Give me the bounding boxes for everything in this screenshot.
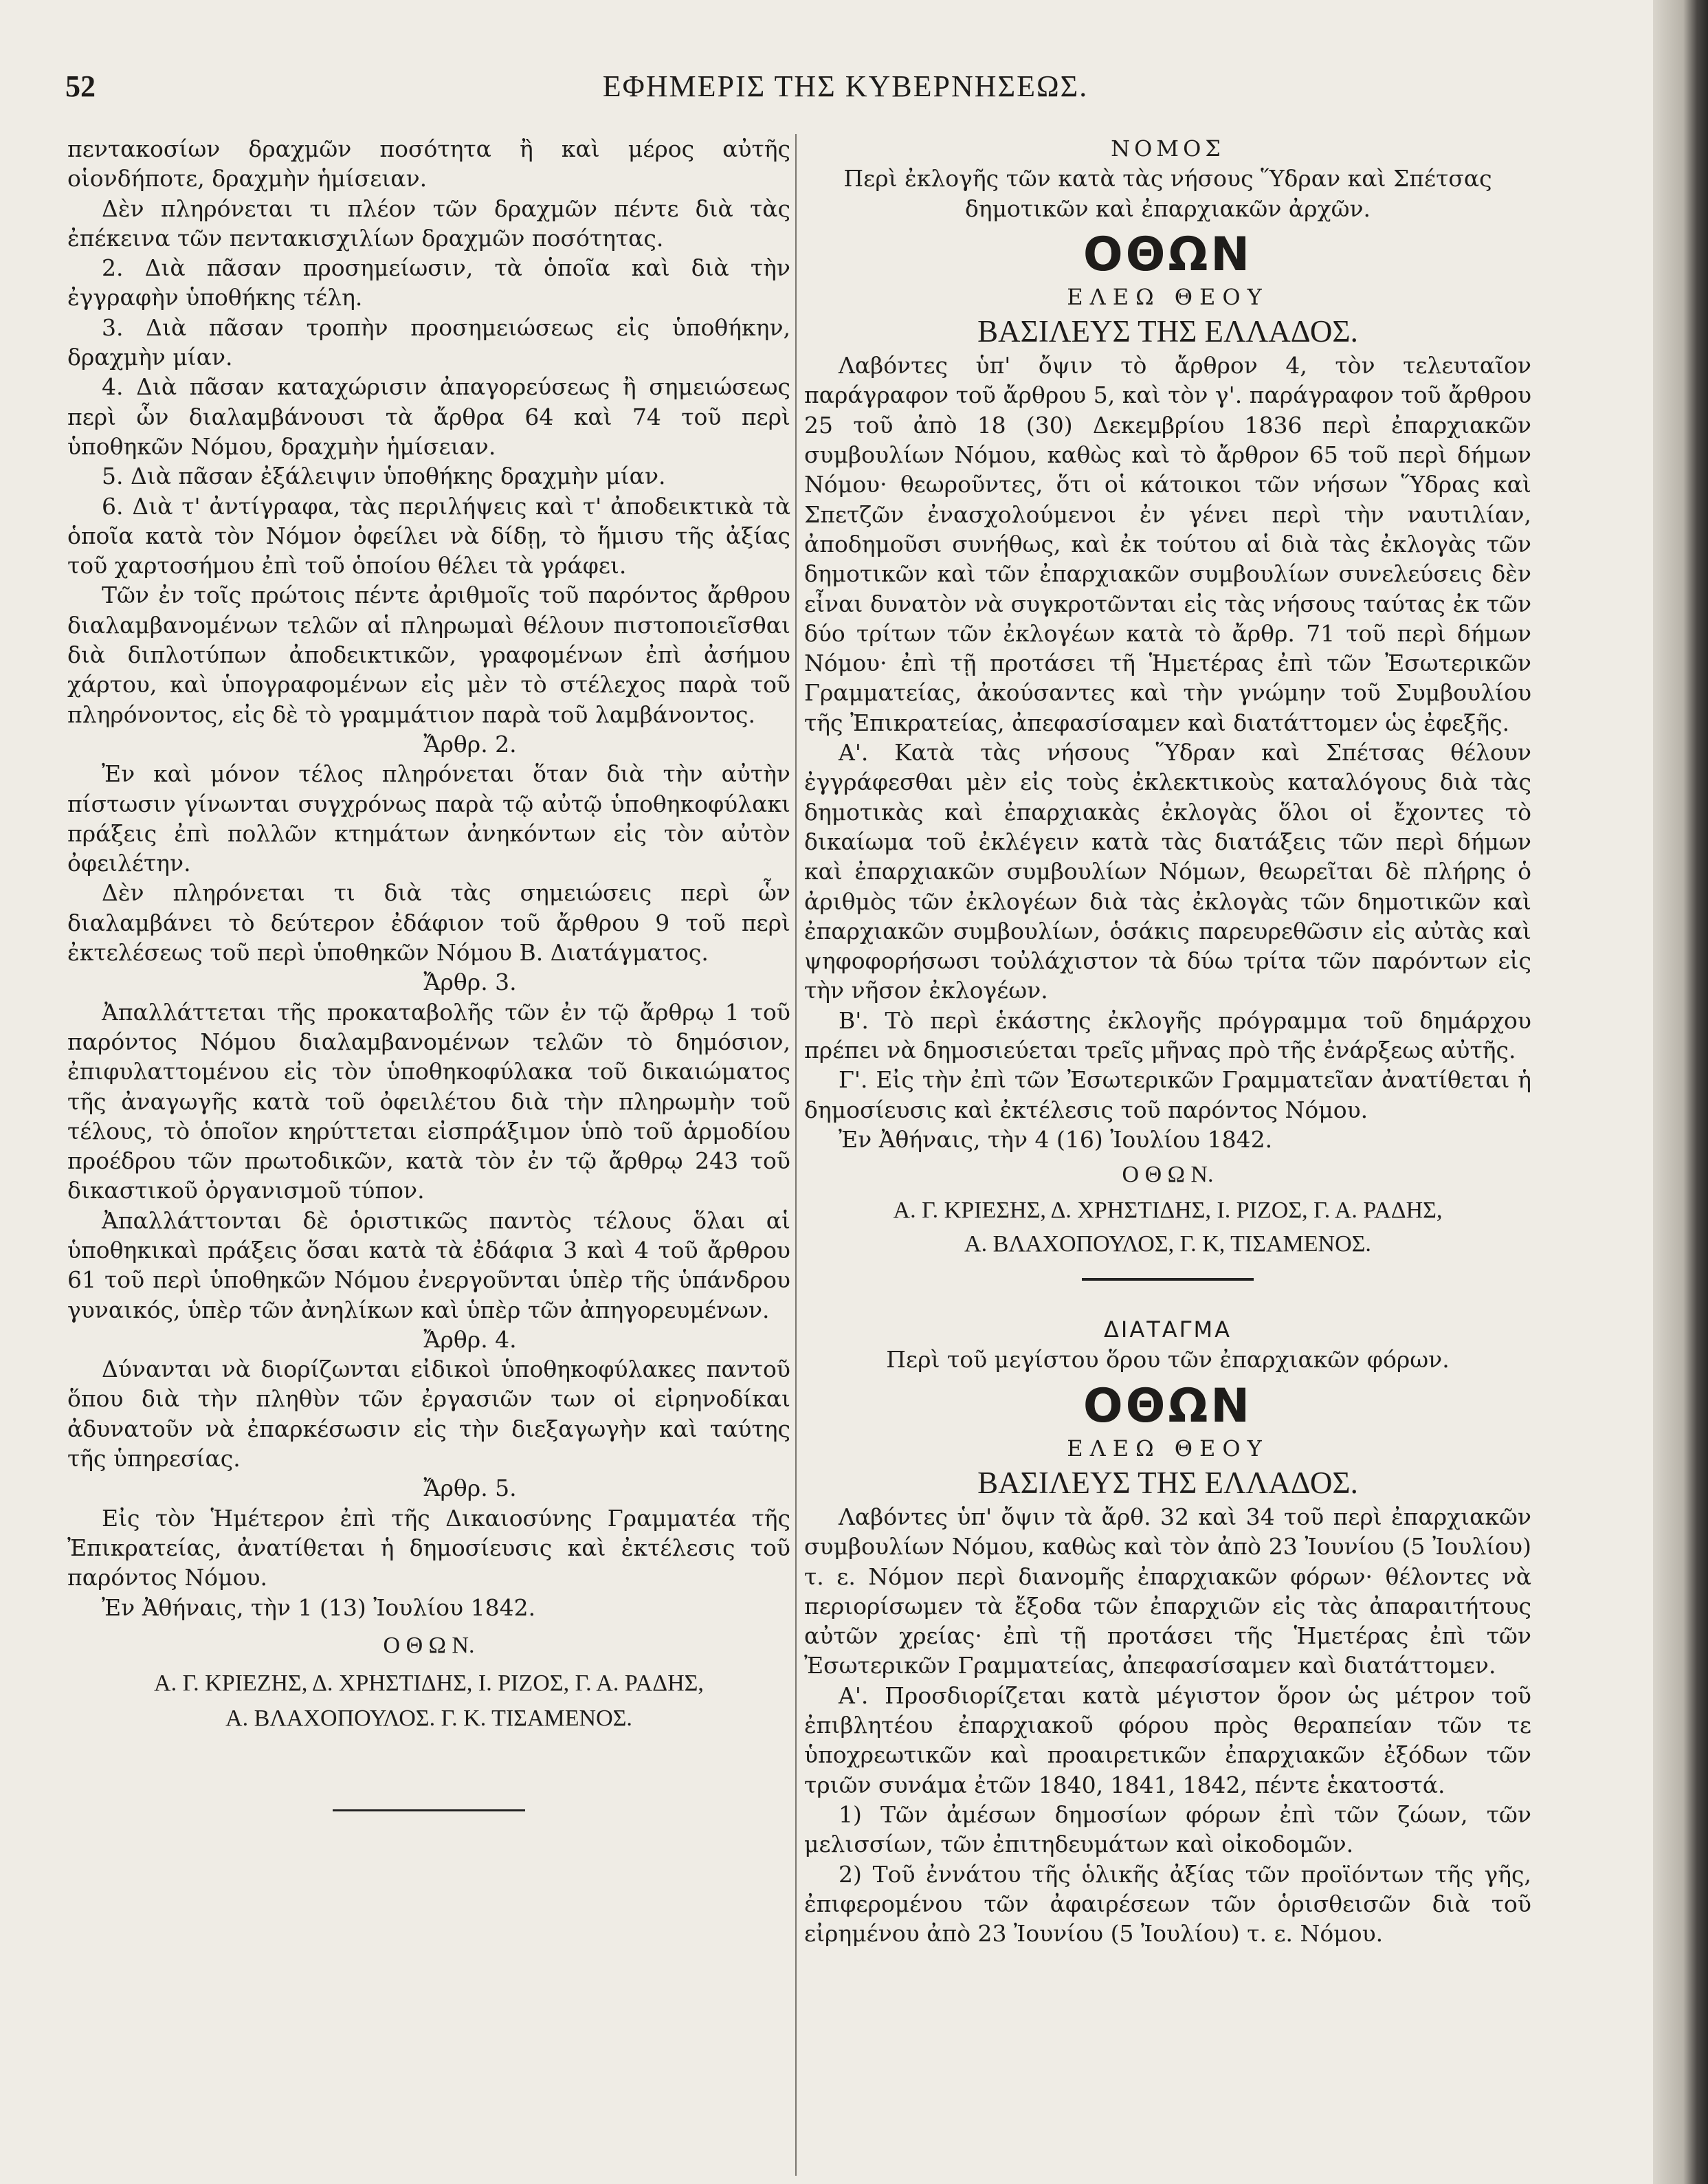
paragraph: 6. Διὰ τ' ἀντίγραφα, τὰς περιλήψεις καὶ τ' ἀποδεικτικὰ τὰ ὁποῖα κατὰ τὸν Νόμον ὀφείλει νὰ δίδῃ, τὸ ἥμισυ τῆς ἀξίας τοῦ χαρτοσήμου ἐπὶ τοῦ ὁποίου θέλει τὰ γράφει.	[67, 492, 790, 580]
ministers-signatures: Α. ΒΛΑΧΟΠΟΥΛΟΣ, Γ. Κ, ΤΙΣΑΜΕΝΟΣ.	[964, 1231, 1371, 1257]
page-number: 52	[65, 69, 96, 103]
right-column	[804, 134, 1531, 2184]
paragraph: Εἰς τὸν Ἡμέτερον ἐπὶ τῆς Δικαιοσύνης Γραμματέα τῆς Ἐπικρατείας, ἀνατίθεται ἡ δημοσίευσις καὶ ἐκτέλεσις τοῦ παρόντος Νόμου.	[67, 1504, 790, 1591]
king-title: ΒΑΣΙΛΕΥΣ ΤΗΣ ΕΛΛΑΔΟΣ.	[977, 314, 1358, 349]
paragraph: Ἐν καὶ μόνον τέλος πληρόνεται ὅταν διὰ τὴν αὐτὴν πίστωσιν γίνωνται συγχρόνως παρὰ τῷ αὐτῷ ὑποθηκοφύλακι πράξεις ἐπὶ πολλῶν κτημάτων ἀνηκόντων εἰς τὸν αὐτὸν ὀφειλέτην.	[67, 760, 790, 877]
article-heading: Ἄρθρ. 4.	[423, 1325, 517, 1353]
paragraph: Ἀπαλλάττονται δὲ ὁριστικῶς παντὸς τέλους ὅλαι αἱ ὑποθηκικαὶ πράξεις ὅσαι κατὰ τὰ ἐδάφια 3 καὶ 4 τοῦ ἄρθρου 61 τοῦ περὶ ὑποθηκῶν Νόμου ἐνεργοῦνται ὑπὲρ τῆς ὑπάνδρου γυναικός, ὑπὲρ τῶν ἀνηλίκων καὶ ὑπὲρ τῶν ἀπηγορευμένων.	[67, 1206, 790, 1323]
date-line: Ἐν Ἀθήναις, τὴν 1 (13) Ἰουλίου 1842.	[102, 1593, 536, 1621]
date-line: Ἐν Ἀθήναις, τὴν 4 (16) Ἰουλίου 1842.	[839, 1125, 1273, 1153]
paragraph: 4. Διὰ πᾶσαν καταχώρισιν ἀπαγορεύσεως ἢ σημειώσεως περὶ ὧν διαλαμβάνουσι τὰ ἄρθρα 64 καὶ 74 τοῦ περὶ ὑποθηκῶν Νόμου, δραχμὴν ἡμίσειαν.	[67, 373, 790, 460]
paragraph: Δὲν πληρόνεται τι διὰ τὰς σημειώσεις περὶ ὧν διαλαμβάνει τὸ δεύτερον ἐδάφιον τοῦ ἄρθρου 9 τοῦ περὶ ἐκτελέσεως τοῦ περὶ ὑποθηκῶν Νόμου Β. Διατάγματος.	[67, 879, 790, 967]
paragraph: Δὲν πληρόνεται τι πλέον τῶν δραχμῶν πέντε διὰ τὰς ἐπέκεινα τῶν πεντακισχιλίων δραχμῶν ποσότητας.	[67, 195, 790, 252]
paragraph: Ἀπαλλάττεται τῆς προκαταβολῆς τῶν ἐν τῷ ἄρθρῳ 1 τοῦ παρόντος Νόμου διαλαμβανομένων τελῶν τὸ δημόσιον, ἐπιφυλαττομένου εἰς τὸν ὑποθηκοφύλακα τοῦ δικαιώματος τῆς ἀναγωγῆς κατὰ τοῦ ὀφειλέτου διὰ τὴν πληρωμὴν τοῦ τέλους, τὸ ὁποῖον κηρύττεται εἰσπράξιμον ὑπὸ τοῦ ἁρμοδίου προέδρου τῶν πρωτοδικῶν, κατὰ τὸν ἐν τῷ ἄρθρῳ 243 τοῦ δικαστικοῦ ὀργανισμοῦ τύπον.	[67, 998, 790, 1204]
ministers-signatures: Α. ΒΛΑΧΟΠΟΥΛΟΣ. Γ. Κ. ΤΙΣΑΜΕΝΟΣ.	[225, 1706, 632, 1732]
by-grace-of-god: ΕΛΕΩ ΘΕΟΥ	[1067, 283, 1269, 310]
left-column	[67, 134, 790, 2184]
list-item: 2) Τοῦ ἐννάτου τῆς ὁλικῆς ἀξίας τῶν προϊόντων τῆς γῆς, ἐπιφερομένου τῶν ἀφαιρέσεων τῶν ὁρισθεισῶν διὰ τοῦ εἰρημένου ἀπὸ 23 Ἰουνίου (5 Ἰουλίου) τ. ε. Νόμου.	[804, 1860, 1531, 1948]
preamble: Λαβόντες ὑπ' ὄψιν τὰ ἄρθ. 32 καὶ 34 τοῦ περὶ ἐπαρχιακῶν συμβουλίων Νόμου, καθὼς καὶ τὸν ἀπὸ 23 Ἰουνίου (5 Ἰουλίου) τ. ε. Νόμον περὶ διανομῆς ἐπαρχιακῶν φόρων· θέλοντες νὰ περιορίσωμεν τὰ ἔξοδα τῶν ἐπαρχιῶν εἰς τὰς ἀπαραιτήτους αὐτῶν χρείας· ἐπὶ τῇ προτάσει τῆς Ἡμετέρας ἐπὶ τῶν Ἐσωτερικῶν Γραμματείας, ἀπεφασίσαμεν καὶ διατάττομεν.	[804, 1503, 1531, 1679]
law-subject: Περὶ ἐκλογῆς τῶν κατὰ τὰς νήσους Ὕδραν καὶ Σπέτσας δημοτικῶν καὶ ἐπαρχιακῶν ἀρχῶν.	[843, 165, 1492, 222]
preamble: Λαβόντες ὑπ' ὄψιν τὸ ἄρθρον 4, τὸν τελευταῖον παράγραφον τοῦ ἄρθρου 5, καὶ τὸν γ'. παράγραφον τοῦ ἄρθρου 25 τοῦ ἀπὸ 18 (30) Δεκεμβρίου 1836 περὶ ἐπαρχιακῶν συμβουλίων Νόμου, καθὼς καὶ τὸ ἄρθρον 65 τοῦ περὶ δήμων Νόμου· θεωροῦντες, ὅτι οἱ κάτοικοι τῶν νήσων Ὕδρας καὶ Σπετζῶν ἐνασχολούμενοι ἐν γένει περὶ τὴν ναυτιλίαν, ἀποδημοῦσι συνήθως, καὶ ἐκ τούτου αἱ διὰ τὰς ἐκλογὰς τῶν δημοτικῶν καὶ τῶν ἐπαρχιακῶν συμβουλίων συνελεύσεις δὲν εἶναι δυνατὸν νὰ συγκροτῶνται εἰς τὰς νήσους ταύτας ἐκ τῶν δύο τρίτων τῶν ἐκλογέων κατὰ τὸ ἄρθρ. 71 τοῦ περὶ δήμων Νόμου· ἐπὶ τῇ προτάσει τῆ Ἡμετέρας ἐπὶ τῶν Ἐσωτερικῶν Γραμματείας, ἀκούσαντες καὶ τὴν γνώμην τοῦ Συμβουλίου τῆς Ἐπικρατείας, ἀπεφασίσαμεν καὶ διατάττομεν ὡς ἐφεξῆς.	[804, 352, 1531, 736]
ministers-signatures: Α. Γ. ΚΡΙΕΖΗΣ, Δ. ΧΡΗΣΤΙΔΗΣ, Ι. ΡΙΖΟΣ, Γ. Α. ΡΑΔΗΣ,	[154, 1670, 704, 1697]
journal-title: ΕΦΗΜΕΡΙΣ ΤΗΣ ΚΥΒΕΡΝΗΣΕΩΣ.	[602, 69, 1089, 103]
paragraph: Γ'. Εἰς τὴν ἐπὶ τῶν Ἐσωτερικῶν Γραμματεῖαν ἀνατίθεται ἡ δημοσίευσις καὶ ἐκτέλεσις τοῦ παρόντος Νόμου.	[804, 1066, 1531, 1123]
paragraph: Τῶν ἐν τοῖς πρώτοις πέντε ἀριθμοῖς τοῦ παρόντος ἄρθρου διαλαμβανομένων τελῶν αἱ πληρωμαὶ θέλουν πιστοποιεῖσθαι διὰ διπλοτύπων ἀποδεικτικῶν, γραφομένων ἐπὶ ἀσήμου χάρτου, καὶ ὑπογραφομένων εἰς μὲν τὸ στέλεχος παρὰ τοῦ πληρόνοντος, εἰς δὲ τὸ γραμμάτιον παρὰ τοῦ λαμβάνοντος.	[67, 582, 790, 728]
paragraph: 3. Διὰ πᾶσαν τροπὴν προσημειώσεως εἰς ὑποθήκην, δραχμὴν μίαν.	[67, 313, 790, 371]
paragraph: Β'. Τὸ περὶ ἑκάστης ἐκλογῆς πρόγραμμα τοῦ δημάρχου πρέπει νὰ δημοσιεύεται τρεῖς μῆνας πρὸ τῆς ἐνάρξεως αὐτῆς.	[804, 1006, 1531, 1064]
section-rule	[1082, 1278, 1254, 1281]
king-title: ΒΑΣΙΛΕΥΣ ΤΗΣ ΕΛΛΑΔΟΣ.	[977, 1465, 1358, 1500]
king-signature: Ο Θ Ω Ν.	[1122, 1162, 1214, 1188]
decree-label: ΔΙΑΤΑΓΜΑ	[1104, 1316, 1232, 1343]
paragraph: Α'. Προσδιορίζεται κατὰ μέγιστον ὅρον ὡς μέτρον τοῦ ἐπιβλητέου ἐπαρχιακοῦ φόρου πρὸς θεραπείαν τῶν τε ὑποχρεωτικῶν καὶ προαιρετικῶν ἐπαρχιακῶν ἐξόδων τῶν τριῶν συνάμα ἐτῶν 1840, 1841, 1842, πέντε ἑκατοστά.	[804, 1681, 1531, 1798]
article-heading: Ἄρθρ. 3.	[423, 969, 517, 996]
page-header	[65, 69, 1626, 110]
paragraph: Α'. Κατὰ τὰς νήσους Ὕδραν καὶ Σπέτσας θέλουν ἐγγράφεσθαι μὲν εἰς τοὺς ἐκλεκτικοὺς καταλόγους διὰ τὰς δημοτικὰς καὶ ἐπαρχιακὰς ἐκλογὰς ὅλοι οἱ ἔχοντες τὸ δικαίωμα τοῦ ἐκλέγειν κατὰ τὰς διατάξεις τῶν περὶ δήμων καὶ ἐπαρχιακῶν συμβουλίων Νόμων, θεωρεῖται δὲ πλήρης ὁ ἀριθμὸς τῶν ἐκλογέων διὰ τὰς ἐκλογὰς τῶν δημοτικῶν καὶ ἐπαρχιακῶν συμβουλίων, ὁσάκις παρευρεθῶσιν εἰς αὐτὰς καὶ ψηφοφορήσωσι τοὐλάχιστον τὰ δύω τρίτα τῶν παρόντων εἰς τὴν νῆσον ἐκλογέων.	[804, 739, 1531, 1004]
law-label: ΝΟΜΟΣ	[1111, 135, 1225, 162]
ministers-signatures: Α. Γ. ΚΡΙΕΣΗΣ, Δ. ΧΡΗΣΤΙΔΗΣ, Ι. ΡΙΖΟΣ, Γ. Α. ΡΑΔΗΣ,	[893, 1197, 1443, 1223]
paragraph: 5. Διὰ πᾶσαν ἐξάλειψιν ὑποθήκης δραχμὴν μίαν.	[102, 463, 666, 490]
article-heading: Ἄρθρ. 5.	[423, 1475, 517, 1502]
king-name: ΟΘΩΝ	[1083, 1378, 1253, 1433]
article-heading: Ἄρθρ. 2.	[423, 730, 517, 758]
decree-subject: Περὶ τοῦ μεγίστου ὅρου τῶν ἐπαρχιακῶν φόρων.	[886, 1346, 1450, 1374]
column-divider	[795, 134, 797, 2176]
king-signature: Ο Θ Ω Ν.	[383, 1632, 475, 1658]
by-grace-of-god: ΕΛΕΩ ΘΕΟΥ	[1067, 1435, 1269, 1461]
paragraph: 2. Διὰ πᾶσαν προσημείωσιν, τὰ ὁποῖα καὶ διὰ τὴν ἐγγραφὴν ὑποθήκης τέλη.	[67, 254, 790, 311]
list-item: 1) Τῶν ἀμέσων δημοσίων φόρων ἐπὶ τῶν ζώων, τῶν μελισσίων, τῶν ἐπιτηδευμάτων καὶ οἰκοδομῶν.	[804, 1800, 1531, 1858]
paragraph: πεντακοσίων δραχμῶν ποσότητα ἢ καὶ μέρος αὐτῆς οἱονδήποτε, δραχμὴν ἡμίσειαν.	[67, 135, 790, 192]
section-rule	[333, 1809, 525, 1811]
page-binding-edge	[1653, 0, 1708, 2184]
king-name: ΟΘΩΝ	[1083, 227, 1253, 282]
paragraph: Δύνανται νὰ διορίζωνται εἰδικοὶ ὑποθηκοφύλακες παντοῦ ὅπου διὰ τὴν πληθὺν τῶν ἐργασιῶν των οἱ εἰρηνοδίκαι ἀδυνατοῦν νὰ ἐπαρκέσωσιν εἰς τὴν διεξαγωγὴν καὶ ταύτης τῆς ὑπηρεσίας.	[67, 1356, 790, 1472]
